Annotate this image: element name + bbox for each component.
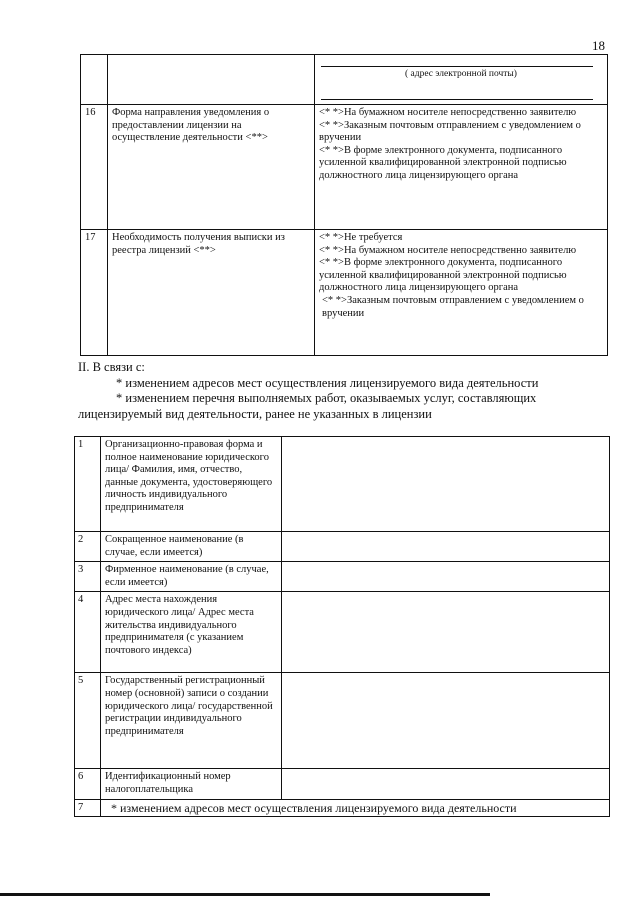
row-number: 6 [75, 769, 101, 799]
option-paper-in-person[interactable]: <* *>На бумажном носителе непосредственно заявителю [319, 244, 577, 256]
table-row [75, 532, 610, 562]
row-number-cell [81, 55, 108, 105]
row-label: Адрес места нахождения юридического лица/ Адрес места жительства индивидуального предпринимателя (с указанием почтового индекса) [101, 592, 282, 673]
reason-works-change[interactable]: * изменением перечня выполняемых работ, оказываемых услуг, составляющих лицензируемый вид деятельности, ранее не указанных в лицензии [78, 391, 537, 421]
taxpayer-id-input-cell[interactable] [282, 769, 610, 799]
table-row [81, 230, 608, 356]
row-number: 3 [75, 562, 101, 592]
option-electronic-document[interactable]: <* *>В форме электронного документа, подписанного усиленной квалифицированной электронной подписью должностного лица лицензирующего органа [319, 257, 567, 294]
row-label: Фирменное наименование (в случае, если имеется) [101, 562, 282, 592]
option-registered-mail[interactable]: <* *>Заказным почтовым отправлением с уведомлением о вручении [319, 119, 581, 144]
row-label-cell [108, 55, 315, 105]
row-number: 2 [75, 532, 101, 562]
email-fill-line-2 [321, 81, 593, 100]
row-label: Необходимость получения выписки из реестра лицензий <**> [108, 230, 315, 356]
table-row [75, 799, 610, 817]
option-electronic-document[interactable]: <* *>В форме электронного документа, подписанного усиленной квалифицированной электронной подписью должностного лица лицензирующего органа [319, 144, 567, 181]
brand-name-input-cell[interactable] [282, 562, 610, 592]
row-label: Государственный регистрационный номер (основной) записи о создании юридического лица/ государственной регистрации индивидуального предпринимателя [101, 673, 282, 769]
row-number: 5 [75, 673, 101, 769]
full-name-input-cell[interactable] [282, 437, 610, 532]
row-number: 7 [75, 799, 101, 817]
row-label: Идентификационный номер налогоплательщика [101, 769, 282, 799]
option-registered-mail[interactable]: <* *>Заказным почтовым отправлением с уведомлением о вручении [322, 294, 584, 319]
table-row [75, 769, 610, 799]
row-number: 4 [75, 592, 101, 673]
table-row [81, 105, 608, 230]
table-row [81, 55, 608, 105]
license-request-table-continued [80, 54, 608, 356]
email-address-cell[interactable] [315, 55, 608, 105]
row-label: Сокращенное наименование (в случае, если имеется) [101, 532, 282, 562]
table-row [75, 592, 610, 673]
row-number: 1 [75, 437, 101, 532]
section-ii [78, 360, 608, 422]
page-number: 18 [592, 38, 605, 53]
email-caption: ( адрес электронной почты) [405, 69, 517, 79]
licensee-details-table [74, 436, 610, 817]
option-paper-in-person[interactable]: <* *>На бумажном носителе непосредственно заявителю [319, 107, 577, 118]
reason-address-change[interactable]: * изменением адресов мест осуществления лицензируемого вида деятельности [116, 375, 539, 390]
short-name-input-cell[interactable] [282, 532, 610, 562]
registration-number-input-cell[interactable] [282, 673, 610, 769]
row-label: * изменением адресов мест осуществления лицензируемого вида деятельности [101, 799, 610, 817]
notification-form-options [315, 105, 608, 230]
row-number: 17 [81, 230, 108, 356]
option-not-required[interactable]: <* *>Не требуется [319, 232, 403, 243]
email-fill-line [321, 57, 593, 67]
table-row [75, 437, 610, 532]
table-row [75, 673, 610, 769]
table-row [75, 562, 610, 592]
row-label: Организационно-правовая форма и полное наименование юридического лица/ Фамилия, имя, отчество, данные документа, удостоверяющего личность индивидуального предпринимателя [101, 437, 282, 532]
registry-extract-options [315, 230, 608, 356]
page-bottom-edge [0, 893, 490, 896]
section-heading: II. В связи с: [78, 360, 145, 374]
address-input-cell[interactable] [282, 592, 610, 673]
row-label: Форма направления уведомления о предоставлении лицензии на осуществление деятельности <**> [108, 105, 315, 230]
row-number: 16 [81, 105, 108, 230]
